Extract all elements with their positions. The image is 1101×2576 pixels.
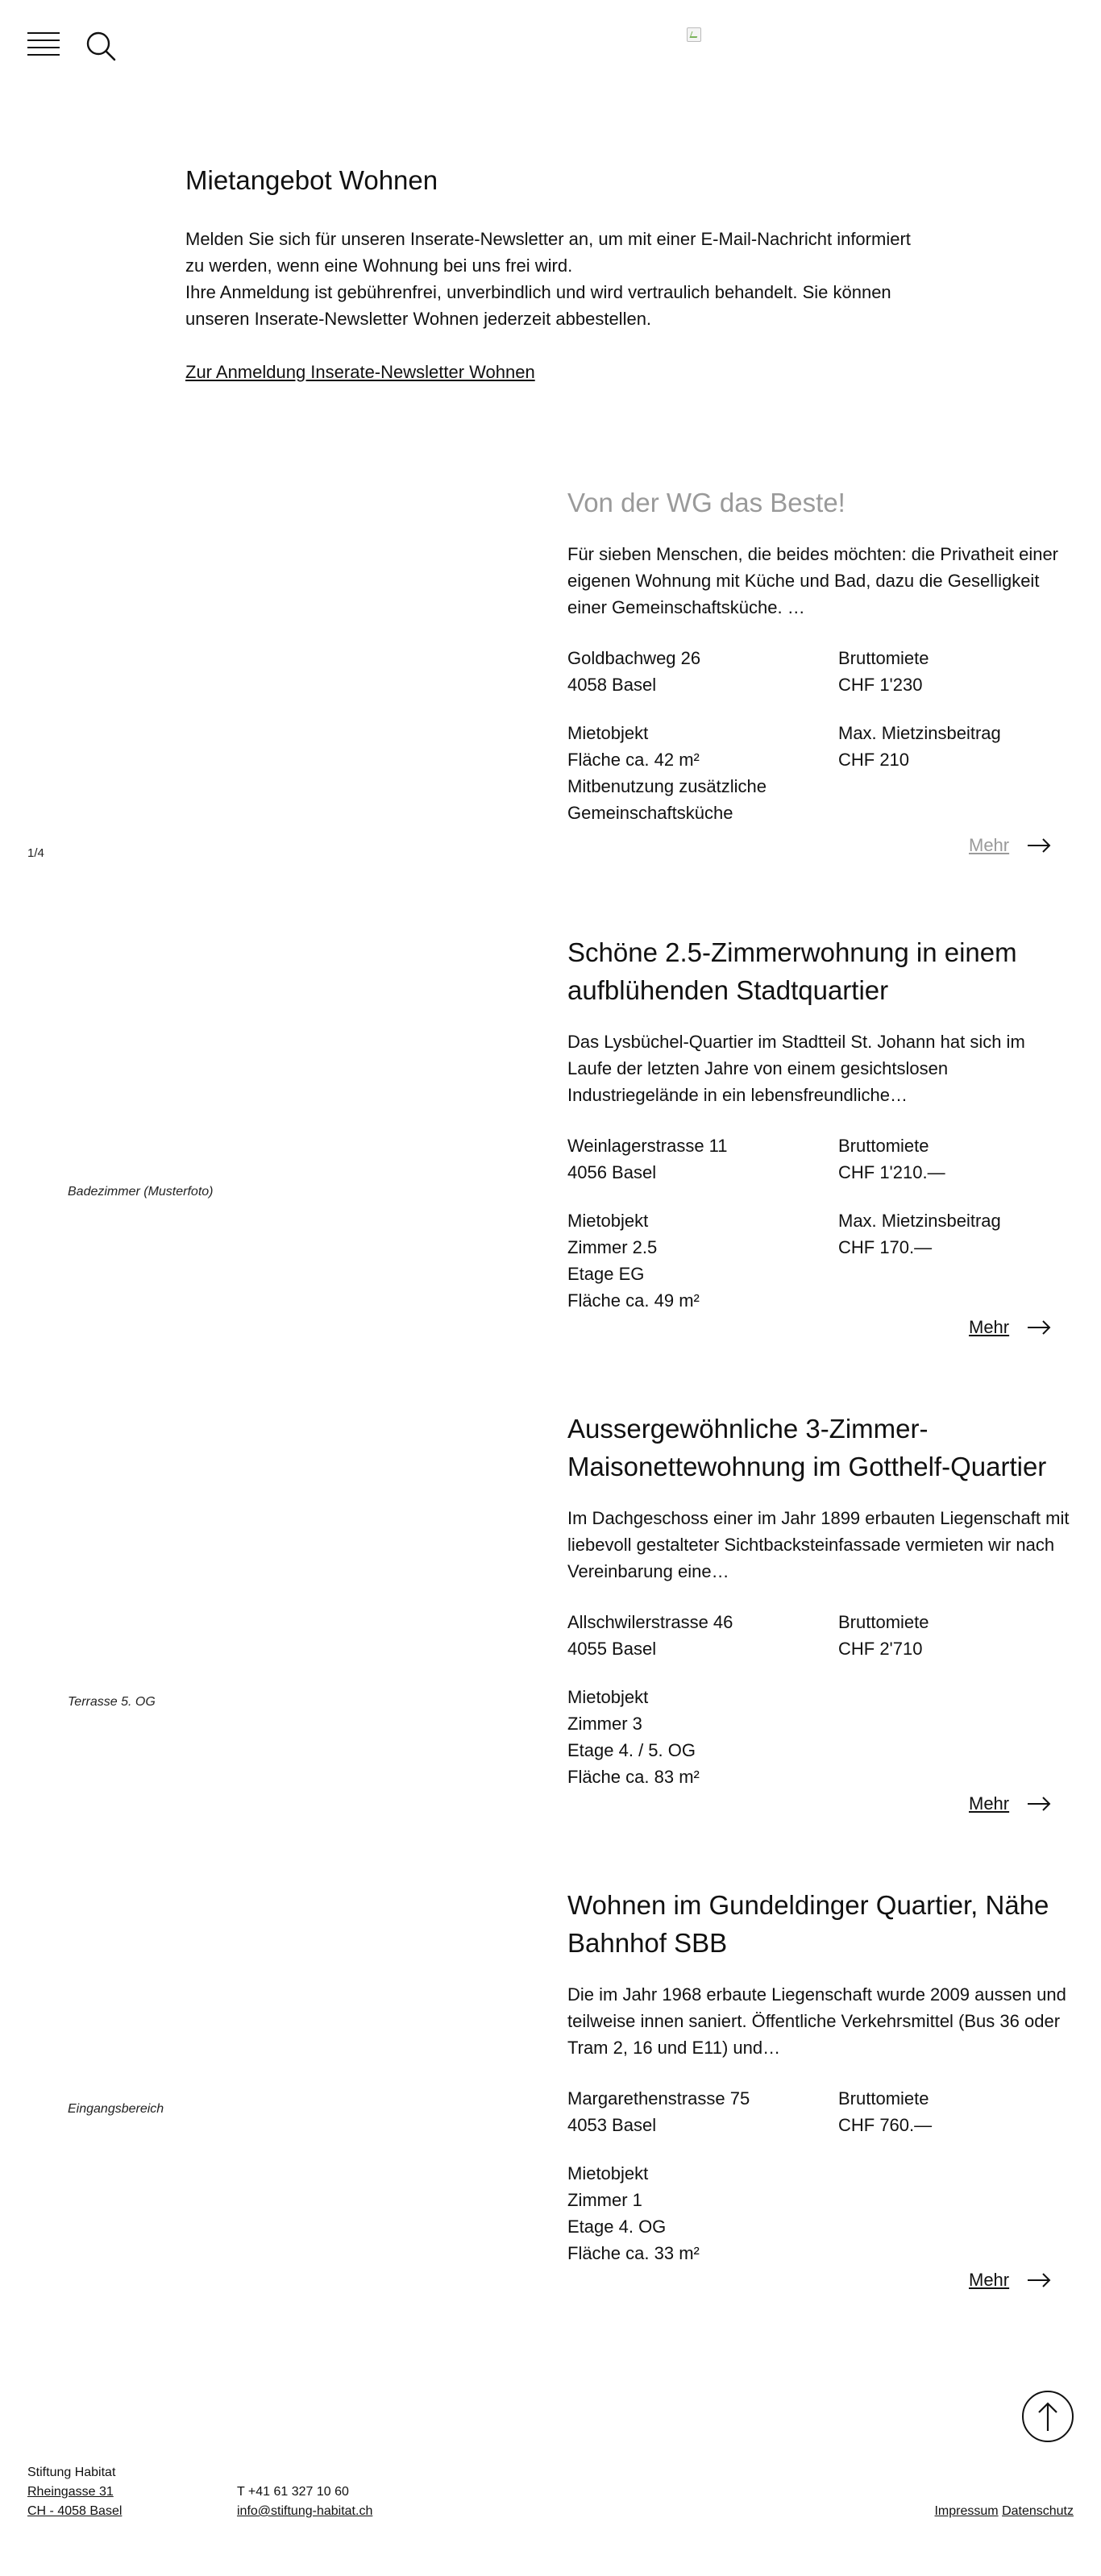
arrow-right-icon <box>1027 2273 1051 2287</box>
search-button[interactable] <box>85 31 116 61</box>
footer-org: Stiftung Habitat <box>27 2466 116 2479</box>
listing-rent: Bruttomiete CHF 1'210.— <box>838 1136 945 1182</box>
slide-counter: 1/4 <box>27 846 44 860</box>
listing-max-contribution: Max. Mietzinsbeitrag CHF 170.— <box>838 1211 1001 1257</box>
more-link[interactable]: Mehr <box>969 835 1051 856</box>
intro-line: unseren Inserate-Newsletter Wohnen jederzeit abbestellen. <box>185 309 652 329</box>
intro-line: zu werden, wenn eine Wohnung bei uns frei wird. <box>185 256 573 276</box>
more-link[interactable]: Mehr <box>969 1793 1051 1814</box>
listing-rent: Bruttomiete CHF 2'710 <box>838 1612 929 1659</box>
arrow-up-icon <box>1024 2392 1072 2441</box>
intro-text <box>185 226 927 332</box>
listing-title[interactable]: Schöne 2.5-Zimmerwohnung in einem aufblühenden Stadtquartier <box>567 937 1017 1005</box>
page-title: Mietangebot Wohnen <box>185 165 438 195</box>
menu-button[interactable] <box>27 32 60 56</box>
listing-teaser: Im Dachgeschoss einer im Jahr 1899 erbauten Liegenschaft mit liebevoll gestalteter Sichtbacksteinfassade vermieten wir nach Vereinbarung eine… <box>567 1508 1070 1581</box>
listing-address: Allschwilerstrasse 46 4055 Basel <box>567 1612 733 1659</box>
arrow-right-icon <box>1027 1797 1051 1811</box>
scroll-to-top-button[interactable] <box>1022 2391 1074 2442</box>
listing-address: Goldbachweg 26 4058 Basel <box>567 648 701 695</box>
footer-street-link[interactable]: Rheingasse 31 <box>27 2485 114 2499</box>
intro-line: Melden Sie sich für unseren Inserate-Newsletter an, um mit einer E-Mail-Nachricht informiert <box>185 229 911 249</box>
footer-city-link[interactable]: CH - 4058 Basel <box>27 2504 123 2518</box>
photo-caption: Eingangsbereich <box>68 2102 164 2116</box>
datenschutz-link[interactable]: Datenschutz <box>1002 2504 1074 2518</box>
listing-title[interactable]: Wohnen im Gundeldinger Quartier, Nähe Bahnhof SBB <box>567 1890 1049 1958</box>
footer-legal <box>934 2502 1074 2521</box>
listing-object: Mietobjekt Fläche ca. 42 m² Mitbenutzung zusätzliche Gemeinschaftsküche <box>567 723 767 823</box>
impressum-link[interactable]: Impressum <box>934 2504 999 2518</box>
intro-line: Ihre Anmeldung ist gebührenfrei, unverbindlich und wird vertraulich behandelt. Sie können <box>185 282 891 302</box>
search-icon <box>85 31 116 61</box>
listing-object: Mietobjekt Zimmer 3 Etage 4. / 5. OG Fläche ca. 83 m² <box>567 1687 700 1787</box>
hamburger-icon-bar <box>27 39 60 41</box>
listing-rent: Bruttomiete CHF 760.— <box>838 2088 933 2135</box>
arrow-right-icon <box>1027 838 1051 853</box>
photo-caption: Badezimmer (Musterfoto) <box>68 1185 214 1199</box>
listing-address: Weinlagerstrasse 11 4056 Basel <box>567 1136 728 1182</box>
listing-max-contribution: Max. Mietzinsbeitrag CHF 210 <box>838 723 1001 770</box>
newsletter-signup-link[interactable]: Zur Anmeldung Inserate-Newsletter Wohnen <box>185 362 535 382</box>
listing-teaser: Das Lysbüchel-Quartier im Stadtteil St. Johann hat sich im Laufe der letzten Jahre von einem gesichtslosen Industriegelände in ein lebensfreundliche… <box>567 1032 1025 1105</box>
footer-contact <box>237 2483 372 2521</box>
listing-title[interactable]: Aussergewöhnliche 3-Zimmer- Maisonettewohnung im Gotthelf-Quartier <box>567 1414 1047 1481</box>
listing-title[interactable]: Von der WG das Beste! <box>567 488 845 517</box>
listing-teaser: Für sieben Menschen, die beides möchten: die Privatheit einer eigenen Wohnung mit Küche und Bad, dazu die Geselligkeit einer Gemeinschaftsküche. … <box>567 544 1059 617</box>
listing-teaser: Die im Jahr 1968 erbaute Liegenschaft wurde 2009 aussen und teilweise innen saniert. Öffentliche Verkehrsmittel (Bus 36 oder Tram 2, 16 und E11) und… <box>567 1984 1066 2058</box>
hamburger-icon-bar <box>27 54 60 56</box>
hamburger-icon-bar <box>27 47 60 48</box>
footer-address <box>27 2463 122 2521</box>
listing-rent: Bruttomiete CHF 1'230 <box>838 648 929 695</box>
more-link[interactable]: Mehr <box>969 1317 1051 1338</box>
more-link[interactable]: Mehr <box>969 2270 1051 2291</box>
footer-email-link[interactable]: info@stiftung-habitat.ch <box>237 2504 373 2518</box>
footer-phone: T +41 61 327 10 60 <box>237 2485 349 2499</box>
arrow-right-icon <box>1027 1320 1051 1335</box>
logo-broken-image-icon[interactable] <box>687 27 701 42</box>
photo-caption: Terrasse 5. OG <box>68 1695 156 1709</box>
listing-object: Mietobjekt Zimmer 1 Etage 4. OG Fläche ca. 33 m² <box>567 2163 700 2263</box>
hamburger-icon-bar <box>27 32 60 34</box>
intro-section <box>185 164 927 385</box>
listing-object: Mietobjekt Zimmer 2.5 Etage EG Fläche ca. 49 m² <box>567 1211 700 1311</box>
listing-address: Margarethenstrasse 75 4053 Basel <box>567 2088 750 2135</box>
